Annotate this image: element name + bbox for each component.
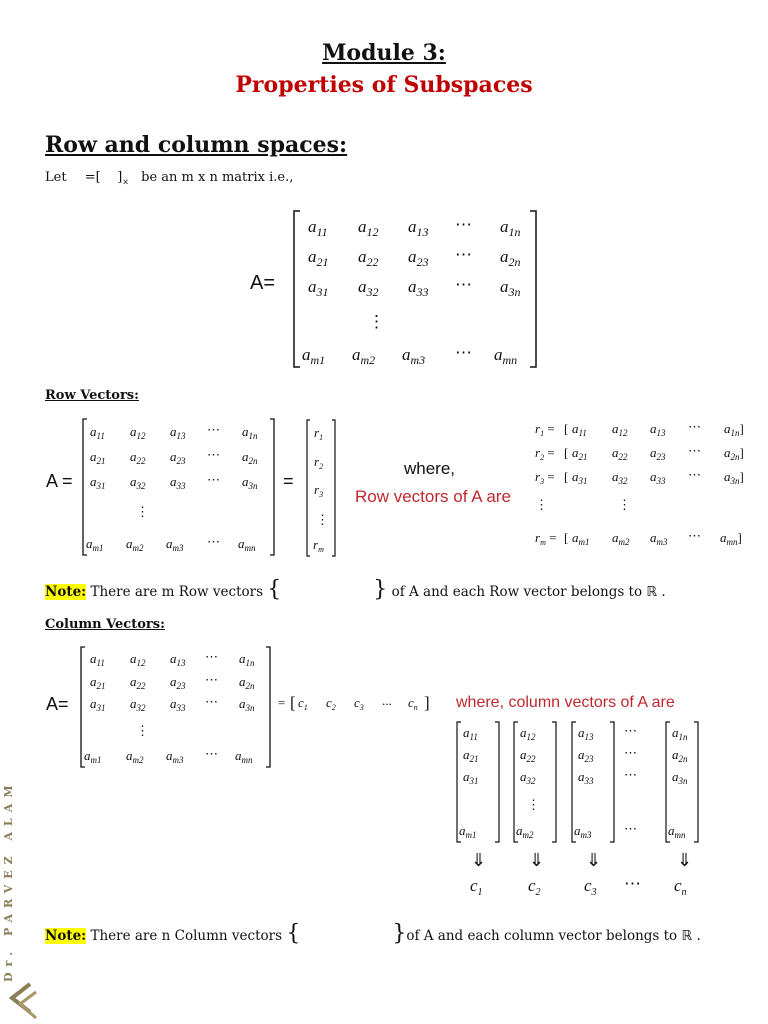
svg-text:⋯: ⋯ [207, 472, 220, 487]
svg-text:⋯: ⋯ [688, 419, 701, 434]
svg-text:rm: $r_m$ [313, 537, 324, 554]
matrix-main-label: A= [250, 272, 276, 294]
svg-text:am3: $a_{m3}$ [574, 823, 592, 840]
svg-text:a23: $a_{23}$ [578, 747, 594, 764]
svg-text:⋮: ⋮ [527, 797, 540, 812]
column-vector-list [452, 718, 702, 904]
svg-text:cn: $c_n$ [408, 695, 418, 712]
svg-text:a32: $a_{32}$ [520, 769, 536, 786]
svg-text:⋯: ⋯ [624, 821, 637, 836]
cn-label: $c_n$ [674, 876, 687, 898]
svg-text:a32: $a_{32}$ [130, 696, 146, 713]
svg-text:am2: $a_{m2}$ [352, 345, 376, 367]
svg-text:a23: $a_{23}$ [170, 449, 186, 466]
svg-text:c1: $c_1$ [298, 695, 308, 712]
svg-text:r2: $r_2$ [314, 454, 324, 471]
svg-text:amn: $a_{mn}$ [668, 823, 686, 840]
svg-text:⋯: ⋯ [205, 649, 218, 664]
svg-text:a33: $a_{33}$ [650, 469, 666, 486]
svg-text:am3: $a_{m3}$ [166, 536, 184, 553]
where-label: where, [404, 459, 456, 478]
svg-text:a12: $a_{12}$ [130, 651, 146, 668]
row-note-end: . [661, 584, 666, 600]
svg-text:⋮: ⋮ [618, 497, 631, 512]
svg-text:a2n: $a_{2n}$ [242, 449, 258, 466]
svg-text:a31: $a_{31}$ [463, 769, 479, 786]
svg-text:a1n: $a_{1n}$ [672, 725, 688, 742]
row-note: Note: There are m Row vectors { } of A and each Row vector belongs to ℝ . [45, 577, 666, 602]
svg-text:amn: $a_{mn}$ [235, 748, 253, 765]
svg-text:⋮: ⋮ [368, 312, 385, 331]
svg-text:a21: $a_{21}$ [90, 449, 106, 466]
svg-text:am1: $a_{m1}$ [572, 530, 590, 547]
svg-text:am1: $a_{m1}$ [459, 823, 477, 840]
svg-text:am3: $a_{m3}$ [166, 748, 184, 765]
svg-text:a3n: $a_{3n}$ [672, 769, 688, 786]
svg-text:a31: $a_{31}$ [572, 469, 588, 486]
let-line [45, 170, 293, 187]
row-matrix [80, 415, 280, 560]
svg-text:a11: $a_{11}$ [572, 421, 587, 438]
let-suffix: be an m x n matrix i.e., [141, 170, 294, 185]
svg-text:a13: $a_{13}$ [650, 421, 666, 438]
svg-text:a1n]: $a_{1n}$] [724, 421, 744, 438]
svg-text:a23: $a_{23}$ [170, 674, 186, 691]
svg-text:]: ] [424, 693, 430, 712]
svg-text:a2n]: $a_{2n}$] [724, 445, 744, 462]
svg-text:a22: $a_{22}$ [130, 674, 146, 691]
svg-text:⋯: ⋯ [688, 467, 701, 482]
svg-text:a32: $a_{32}$ [130, 474, 146, 491]
svg-text:a22: $a_{22}$ [130, 449, 146, 466]
svg-text:a21: $a_{21}$ [572, 445, 588, 462]
svg-text:⋯: ⋯ [205, 746, 218, 761]
svg-text:a23: $a_{23}$ [650, 445, 666, 462]
svg-text:c3: $c_3$ [354, 695, 364, 712]
svg-text:a12: $a_{12}$ [612, 421, 628, 438]
svg-text:a11: $a_{11}$ [463, 725, 478, 742]
svg-text:a12: $a_{12}$ [130, 424, 146, 441]
svg-text:⋯: ⋯ [455, 343, 472, 362]
svg-text:amn]: $a_{mn}$] [720, 530, 742, 547]
svg-text:⋯: ⋯ [624, 767, 637, 782]
author-name: Dr. PARVEZ ALAM [2, 779, 15, 982]
svg-text:am1: $a_{m1}$ [86, 536, 104, 553]
svg-text:c2: $c_2$ [326, 695, 336, 712]
svg-text:a32: $a_{32}$ [358, 277, 379, 299]
svg-text:a23: $a_{23}$ [408, 247, 429, 269]
svg-text:⋯: ⋯ [207, 422, 220, 437]
svg-text:⋯: ⋯ [688, 528, 701, 543]
svg-text:a13: $a_{13}$ [170, 424, 186, 441]
row-note-tail: of A and each Row vector belongs to [391, 584, 643, 600]
svg-text:⋯: ⋯ [455, 245, 472, 264]
svg-text:⋯: ⋯ [688, 443, 701, 458]
svg-text:a21: $a_{21}$ [308, 247, 329, 269]
module-title: Module 3: [322, 40, 446, 66]
section-heading: Row and column spaces: [45, 132, 348, 158]
svg-text:⋯: ⋯ [205, 672, 218, 687]
svg-text:a11: $a_{11}$ [90, 651, 105, 668]
svg-text:am3: $a_{m3}$ [650, 530, 668, 547]
svg-text:a2n: $a_{2n}$ [239, 674, 255, 691]
svg-text:a2n: $a_{2n}$ [500, 247, 521, 269]
main-a11: $a_{11}$ [308, 217, 328, 239]
svg-text:⋮: ⋮ [136, 504, 149, 519]
column-note-label: Note: [45, 928, 87, 944]
svg-text:a31: $a_{31}$ [90, 474, 106, 491]
svg-text:rm =: $r_m$ = [535, 530, 557, 547]
svg-text:r1 =: $r_1$ = [535, 421, 555, 438]
svg-text:a33: $a_{33}$ [578, 769, 594, 786]
c-row-vector [276, 688, 438, 718]
column-note-tail: of A and each column vector belongs to [406, 928, 678, 944]
row-note-text: There are m Row vectors [90, 584, 263, 600]
c1-label: $c_1$ [470, 876, 483, 898]
svg-text:⋮: ⋮ [316, 512, 329, 527]
svg-text:a2n: $a_{2n}$ [672, 747, 688, 764]
svg-text:am1: $a_{m1}$ [84, 748, 102, 765]
svg-text:a33: $a_{33}$ [170, 474, 186, 491]
svg-text:a21: $a_{21}$ [90, 674, 106, 691]
svg-text:[: [ [564, 530, 569, 545]
svg-text:⋯: ⋯ [624, 723, 637, 738]
svg-text:a32: $a_{32}$ [612, 469, 628, 486]
svg-text:[: [ [564, 421, 569, 436]
svg-text:[: [ [564, 469, 569, 484]
svg-text:a1n: $a_{1n}$ [239, 651, 255, 668]
svg-text:a22: $a_{22}$ [520, 747, 536, 764]
c2-label: $c_2$ [528, 876, 541, 898]
svg-text:a3n: $a_{3n}$ [242, 474, 258, 491]
svg-text:[: [ [290, 693, 296, 712]
svg-text:a12: $a_{12}$ [358, 217, 379, 239]
row-vector-list [530, 414, 758, 554]
svg-text:am3: $a_{m3}$ [402, 345, 426, 367]
row-vectors-desc: Row vectors of A are [355, 487, 511, 506]
svg-text:r1: $r_1$ [314, 425, 324, 442]
svg-text:am2: $a_{m2}$ [612, 530, 630, 547]
svg-text:⋯: ⋯ [205, 694, 218, 709]
svg-text:a13: $a_{13}$ [578, 725, 594, 742]
svg-text:a1n: $a_{1n}$ [500, 217, 521, 239]
svg-text:r3 =: $r_3$ = [535, 469, 555, 486]
row-matrix-label: A = [46, 471, 73, 491]
chevron-logo-icon [6, 982, 38, 1022]
svg-text:⇓: ⇓ [471, 850, 487, 870]
svg-text:a33: $a_{33}$ [408, 277, 429, 299]
row-note-label: Note: [45, 584, 87, 600]
svg-text:am2: $a_{m2}$ [516, 823, 534, 840]
svg-text:a31: $a_{31}$ [308, 277, 329, 299]
svg-text:a3n: $a_{3n}$ [500, 277, 521, 299]
matrix-notation: =[ ]$_\times$ [84, 170, 129, 187]
svg-text:a13: $a_{13}$ [170, 651, 186, 668]
svg-text:am1: $a_{m1}$ [302, 345, 326, 367]
svg-text:⇓: ⇓ [529, 850, 545, 870]
svg-text:amn: $a_{mn}$ [494, 345, 518, 367]
column-vectors-desc: where, column vectors of A are [456, 694, 675, 711]
svg-text:a22: $a_{22}$ [358, 247, 379, 269]
column-note-end: . [696, 928, 701, 944]
svg-text:⋯: ⋯ [455, 215, 472, 234]
svg-text:amn: $a_{mn}$ [238, 536, 256, 553]
col-matrix [78, 643, 278, 771]
r-column-vector [304, 418, 338, 560]
svg-text:⋯: ⋯ [207, 534, 220, 549]
svg-text:[: [ [564, 445, 569, 460]
svg-text:am2: $a_{m2}$ [126, 536, 144, 553]
svg-text:a21: $a_{21}$ [463, 747, 479, 764]
col-matrix-label: A= [46, 694, 69, 714]
svg-text:⋯: ⋯ [207, 447, 220, 462]
svg-text:a1n: $a_{1n}$ [242, 424, 258, 441]
svg-text:a22: $a_{22}$ [612, 445, 628, 462]
svg-text:a3n]: $a_{3n}$] [724, 469, 744, 486]
let-prefix: Let [45, 170, 67, 185]
row-equals: = [283, 471, 294, 491]
row-vectors-heading: Row Vectors: [45, 388, 139, 403]
svg-text:⇓: ⇓ [586, 850, 602, 870]
c3-label: $c_3$ [584, 876, 597, 898]
svg-text:a33: $a_{33}$ [170, 696, 186, 713]
svg-text:r3: $r_3$ [314, 482, 324, 499]
svg-text:⇓: ⇓ [677, 850, 693, 870]
svg-text:⋮: ⋮ [136, 723, 149, 738]
svg-text:...: ... [382, 693, 392, 708]
svg-text:a11: $a_{11}$ [90, 424, 105, 441]
svg-text:a31: $a_{31}$ [90, 696, 106, 713]
column-note: Note: There are n Column vectors { }of A and each column vector belongs to ℝ . [45, 921, 701, 946]
svg-text:⋯: ⋯ [455, 275, 472, 294]
svg-text:a13: $a_{13}$ [408, 217, 429, 239]
module-subtitle: Properties of Subspaces [235, 72, 533, 98]
column-vectors-heading: Column Vectors: [45, 617, 165, 632]
svg-text:a3n: $a_{3n}$ [239, 696, 255, 713]
matrix-main [290, 205, 550, 375]
svg-text:am2: $a_{m2}$ [126, 748, 144, 765]
svg-text:=: = [278, 695, 286, 710]
svg-text:⋮: ⋮ [535, 497, 548, 512]
column-note-text: There are n Column vectors [90, 928, 283, 944]
svg-text:⋯: ⋯ [624, 874, 641, 893]
svg-text:a12: $a_{12}$ [520, 725, 536, 742]
svg-text:r2 =: $r_2$ = [535, 445, 555, 462]
author-side-label [0, 779, 32, 990]
svg-text:⋯: ⋯ [624, 745, 637, 760]
